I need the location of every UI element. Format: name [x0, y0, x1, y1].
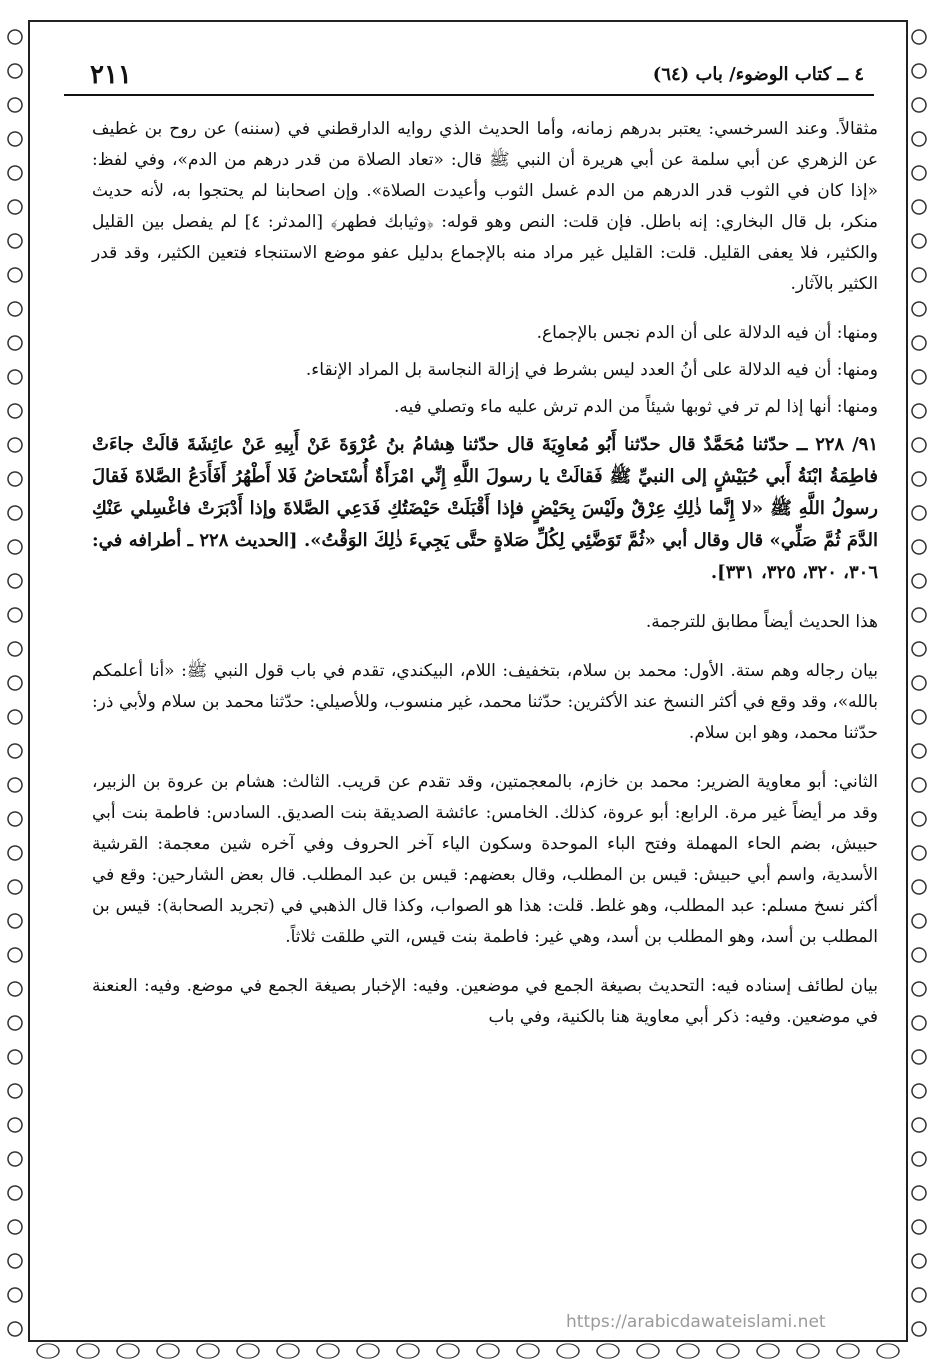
paragraph-number-not-condition: ومنها: أن فيه الدلالة على أنُ العدد ليس بشرط في إزالة النجاسة بل المراد الإنقاء. — [305, 360, 878, 380]
paragraph-narrators-rest: الثاني: أبو معاوية الضرير: محمد بن خازم، بالمعجمتين، وقد تقدم عن قريب. الثالث: هشام بن عروة بن الزبير، وقد مر أيضاً غير مرة. الرابع: أبو عروة، كذلك. الخامس: عائشة الصديقة بنت الصديق. السادس: فاطمة بنت أبي حبيش، بضم الحاء المهملة وفتح الباء الموحدة وسكون الياء آخر الحروف وفي آخره شين معجمة: القرشية الأسدية، واسم أبي حبيش: قيس بن المطلب، وقال بعضهم: قيس بن عبد المطلب. قال بعض الشارحين: وقع في أكثر نسخ مسلم: عبد المطلب، وهو غلط. قلت: هذا هو الصواب، وكذا قال الذهبي في (تجريد الصحابة): قيس بن المطلب بن أسد، وهو المطلب بن أسد، وهي غير: فاطمة بنت قيس، التي طلقت ثلاثاً. — [92, 772, 878, 947]
paragraph-narrators-first: بيان رجاله وهم ستة. الأول: محمد بن سلام، بتخفيف: اللام، البيكندي، تقدم في باب قول النبي ﷺ: «أنا أعلمكم بالله»، وقد وقع في أكثر النسخ عند الأكثرين: حدّثنا محمد، غير منسوب، وللأصيلي: حدّثنا محمد بن سلام ولأبي ذر: حدّثنا محمد، وهو ابن سلام. — [92, 661, 878, 743]
paragraph-blood-impure: ومنها: أن فيه الدلالة على أن الدم نجس بالإجماع. — [536, 323, 878, 343]
page-number: ٢١١ — [90, 60, 132, 90]
bottom-border-ornament — [28, 1338, 908, 1364]
page-header — [64, 60, 874, 96]
right-border-ornament — [906, 20, 932, 1338]
running-title: ٤ ــ كتاب الوضوء/ باب (٦٤) — [652, 64, 864, 85]
page-body — [92, 114, 878, 1039]
paragraph-isnad-subtleties: بيان لطائف إسناده فيه: التحديث بصيغة الجمع في موضعين. وفيه: الإخبار بصيغة الجمع في موضع. وفيه: العنعنة في موضعين. وفيه: ذكر أبي معاوية هنا بالكنية، وفي باب — [92, 976, 878, 1027]
hadith-228: ٩١/ ٢٢٨ ــ حدّثنا مُحَمَّدٌ قال حدّثنا أَبُو مُعاوِيَةَ قال حدّثنا هِشامُ بنُ عُرْوَةَ عَنْ أَبِيهِ عَنْ عائِشَةَ قالَتْ جاءَتْ فاطِمَةُ ابْنَةُ أَبي حُبَيْشٍ إلى النبيِّ ﷺ فَقالَتْ يا رسولَ اللَّهِ إِنِّي امْرَأَةٌ أُسْتَحاضُ فَلا أَطْهُرُ أَفَأَدَعُ الصَّلاةَ فَقالَ رسولُ اللَّهِ ﷺ «لا إِنَّما ذٰلِكِ عِرْقٌ ولَيْسَ بِحَيْضٍ فإذا أَقْبَلَتْ حَيْضَتُكِ فَدَعِي الصَّلاةَ وإذا أَدْبَرَتْ فاغْسِلي عَنْكِ الدَّمَ ثُمَّ صَلِّي» قال وقال أبي «ثُمَّ تَوَضَّئِي لِكُلِّ صَلاةٍ حتَّى يَجِيءَ ذٰلِكَ الوَقْتُ». [الحديث ٢٢٨ ـ أطرافه في: ٣٠٦، ٣٢٠، ٣٢٥، ٣٣١]. — [92, 434, 878, 583]
paragraph-sarakhsi: مثقالاً. وعند السرخسي: يعتبر بدرهم زمانه، وأما الحديث الذي روايه الدارقطني في (سننه) عن روح بن غطيف عن الزهري عن أبي سلمة عن أبي هريرة أن النبي ﷺ قال: «تعاد الصلاة من قدر درهم من الدم»، وفي لفظ: «إذا كان في الثوب قدر الدرهم من الدم غسل الثوب وأعيدت الصلاة». وإن اصحابنا لم يحتجوا به، لأنه حديث منكر، بل قال البخاري: إنه باطل. فإن قلت: النص وهو قوله: ﴿وثيابك فطهر﴾ [المدثر: ٤] لم يفصل بين القليل والكثير، فلا يعفى القليل. قلت: القليل غير مراد منه بالإجماع بدليل عفو موضع الاستنجاء فتعين الكثير، وقد قدر الكثير بالآثار. — [92, 119, 878, 294]
left-border-ornament — [2, 20, 28, 1338]
watermark-url: https://arabicdawateislami.net — [566, 1312, 826, 1332]
paragraph-sprinkle-water: ومنها: أنها إذا لم تر في ثوبها شيئاً من الدم ترش عليه ماء وتصلي فيه. — [394, 397, 878, 417]
paragraph-matches-chapter: هذا الحديث أيضاً مطابق للترجمة. — [645, 612, 878, 632]
